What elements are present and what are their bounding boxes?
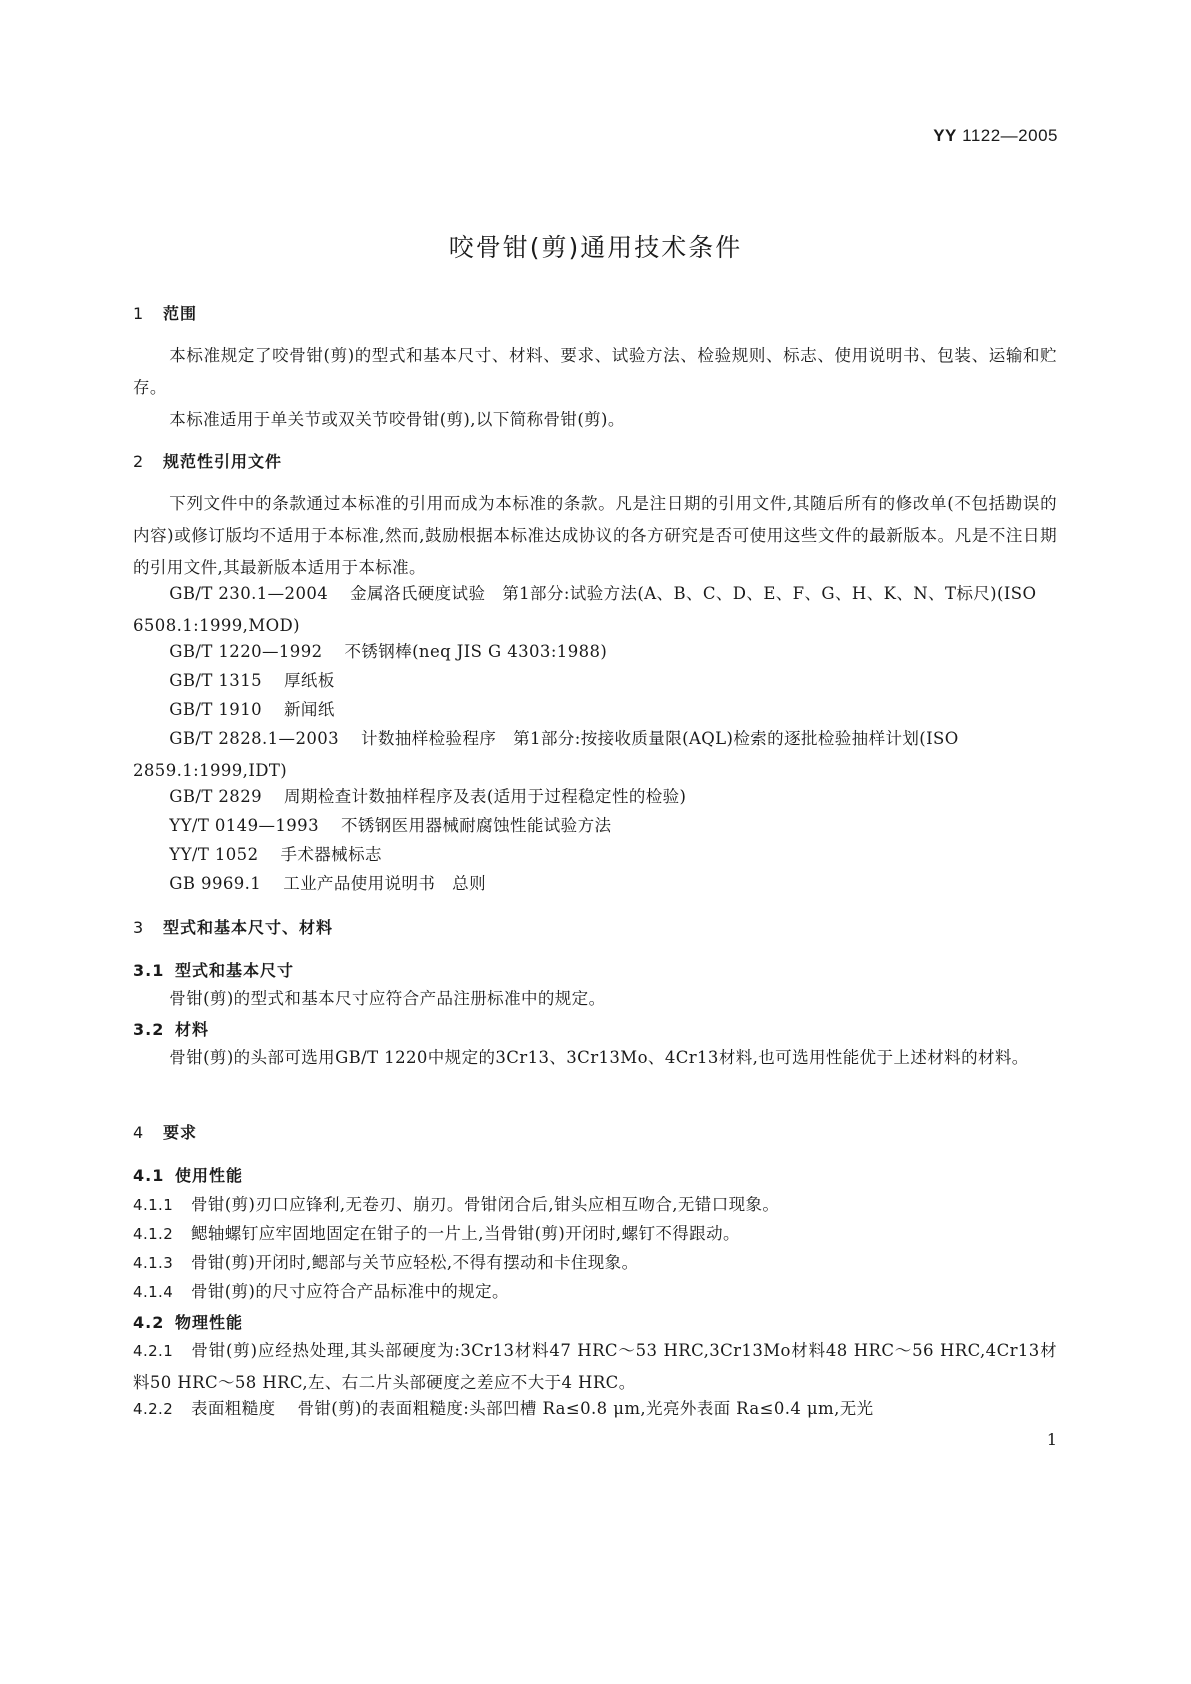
- clause-4-1-1: 4.1.1 骨钳(剪)刃口应锋利,无卷刃、崩刃。骨钳闭合后,钳头应相互吻合,无错口现象。: [133, 1195, 780, 1214]
- reference-item: GB/T 2828.1—2003 计数抽样检验程序 第1部分:按接收质量限(AQL)检索的逐批检验抽样计划(ISO 2859.1:1999,IDT): [133, 729, 959, 780]
- document-title: 咬骨钳(剪)通用技术条件: [448, 233, 743, 262]
- standard-code: [933, 126, 1058, 146]
- section-1-para-2: 本标准适用于单关节或双关节咬骨钳(剪),以下简称骨钳(剪)。: [169, 410, 625, 429]
- reference-item: GB 9969.1 工业产品使用说明书 总则: [169, 874, 486, 893]
- section-2-heading: 2 规范性引用文件: [133, 452, 283, 471]
- standard-prefix: YY: [933, 126, 957, 145]
- section-1-heading: 1 范围: [133, 304, 198, 323]
- clause-4-1-3: 4.1.3 骨钳(剪)开闭时,鳃部与关节应轻松,不得有摆动和卡住现象。: [133, 1253, 639, 1272]
- reference-item: GB/T 2829 周期检查计数抽样程序及表(适用于过程稳定性的检验): [169, 787, 687, 806]
- reference-item: GB/T 230.1—2004 金属洛氏硬度试验 第1部分:试验方法(A、B、C、D、E、F、G、H、K、N、T标尺)(ISO 6508.1:1999,MOD): [133, 584, 1037, 635]
- section-4-2-heading: 4.2 物理性能: [133, 1313, 244, 1332]
- section-3-1-text: 骨钳(剪)的型式和基本尺寸应符合产品注册标准中的规定。: [169, 989, 606, 1008]
- section-3-heading: 3 型式和基本尺寸、材料: [133, 918, 334, 937]
- clause-4-2-1: 4.2.1 骨钳(剪)应经热处理,其头部硬度为:3Cr13材料47 HRC～53 HRC,3Cr13Mo材料48 HRC～56 HRC,4Cr13材料50 HRC～58 HRC,左、右二片头部硬度之差应不大于4 HRC。: [133, 1341, 1057, 1392]
- reference-item: YY/T 1052 手术器械标志: [169, 845, 382, 864]
- section-4-heading: 4 要求: [133, 1123, 198, 1142]
- section-4-1-heading: 4.1 使用性能: [133, 1166, 244, 1185]
- section-2-para-1: 下列文件中的条款通过本标准的引用而成为本标准的条款。凡是注日期的引用文件,其随后所有的修改单(不包括勘误的内容)或修订版均不适用于本标准,然而,鼓励根据本标准达成协议的各方研究是否可使用这些文件的最新版本。凡是不注日期的引用文件,其最新版本适用于本标准。: [133, 494, 1057, 577]
- section-3-1-heading: 3.1 型式和基本尺寸: [133, 961, 295, 980]
- page-number: 1: [1046, 1430, 1057, 1449]
- reference-item: GB/T 1315 厚纸板: [169, 671, 335, 690]
- reference-item: YY/T 0149—1993 不锈钢医用器械耐腐蚀性能试验方法: [169, 816, 612, 835]
- section-3-2-heading: 3.2 材料: [133, 1020, 210, 1039]
- reference-item: GB/T 1910 新闻纸: [169, 700, 335, 719]
- section-1-para-1: 本标准规定了咬骨钳(剪)的型式和基本尺寸、材料、要求、试验方法、检验规则、标志、使用说明书、包装、运输和贮存。: [133, 346, 1057, 397]
- section-3-2-text: 骨钳(剪)的头部可选用GB/T 1220中规定的3Cr13、3Cr13Mo、4Cr13材料,也可选用性能优于上述材料的材料。: [169, 1048, 1029, 1067]
- standard-number: 1122—2005: [962, 126, 1058, 145]
- clause-4-1-4: 4.1.4 骨钳(剪)的尺寸应符合产品标准中的规定。: [133, 1282, 509, 1301]
- clause-4-1-2: 4.1.2 鳃轴螺钉应牢固地固定在钳子的一片上,当骨钳(剪)开闭时,螺钉不得跟动。: [133, 1224, 740, 1243]
- reference-item: GB/T 1220—1992 不锈钢棒(neq JIS G 4303:1988): [169, 642, 608, 661]
- clause-4-2-2: 4.2.2 表面粗糙度 骨钳(剪)的表面粗糙度:头部凹槽 Ra≤0.8 μm,光亮外表面 Ra≤0.4 μm,无光: [133, 1399, 874, 1418]
